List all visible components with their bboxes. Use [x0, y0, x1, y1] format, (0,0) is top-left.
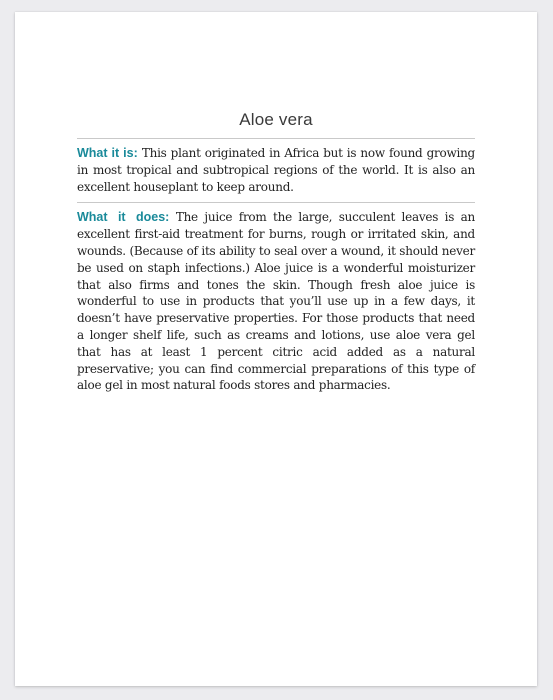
section-text-what-it-does: The juice from the large, succulent leaves is an excellent first-aid treatment for burns, rough or irritated skin, and wounds. (Because of its ability to seal over a wound, it should never be used on staph infections.) Aloe juice is a wonderful moisturizer that also firms and tones the skin. Though fresh aloe juice is wonderful to use in products that you’ll use up in a few days, it doesn’t have preservative properties. For those products that need a longer shelf life, such as creams and lotions, use aloe vera gel that has at least 1 percent citric acid added as a natural preservative; you can find commercial preparations of this type of aloe gel in most natural foods stores and pharmacies. — [77, 210, 476, 393]
section-what-it-does — [77, 203, 475, 401]
section-label-what-it-is: What it is: — [77, 146, 138, 160]
article — [77, 108, 475, 401]
section-label-what-it-does: What it does: — [77, 210, 170, 225]
section-what-it-is — [77, 139, 475, 202]
section-text-what-it-is: This plant originated in Africa but is now found growing in most tropical and subtropical regions of the world. It is also an excellent houseplant to keep around. — [77, 146, 475, 194]
article-title: Aloe vera — [239, 110, 313, 129]
document-page — [15, 12, 537, 686]
